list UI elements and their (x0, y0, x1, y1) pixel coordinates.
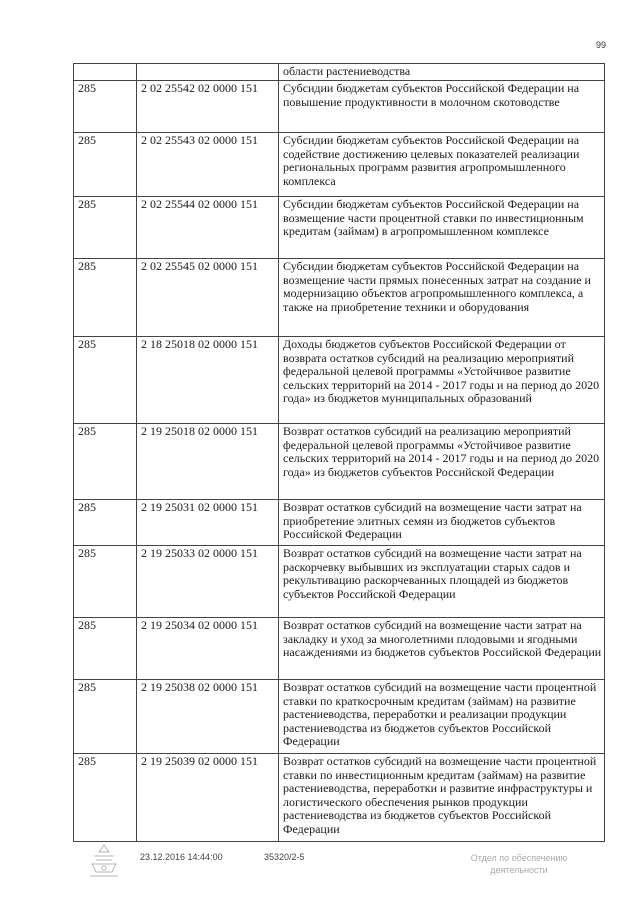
desc-cell: Субсидии бюджетам субъектов Российской Федерации на содействие достижению целевых показателей реализации региональных программ развития агропромышленного комплекса (279, 133, 605, 197)
desc-cell: Возврат остатков субсидий на возмещение части затрат на раскорчевку выбывших из эксплуатации старых садов и рекультивацию раскорчеванных площадей из бюджетов субъектов Российской Федерации (279, 546, 605, 618)
admin-cell: 285 (74, 500, 137, 546)
table-row (74, 81, 605, 133)
desc-cell: Субсидии бюджетам субъектов Российской Федерации на возмещение части прямых понесенных затрат на создание и модернизацию объектов агропромышленного комплекса, а также на приобретение техники и оборудования (279, 259, 605, 337)
code-cell: 2 02 25544 02 0000 151 (137, 197, 279, 259)
table-row (74, 754, 605, 842)
document-stamp-icon (84, 842, 124, 880)
admin-cell: 285 (74, 259, 137, 337)
table-row (74, 197, 605, 259)
footer-watermark-line: Отдел по обеспечению (470, 853, 568, 863)
admin-cell: 285 (74, 546, 137, 618)
page-number: 99 (595, 40, 606, 50)
footer-doc-code: 35320/2-5 (264, 852, 305, 862)
code-cell: 2 02 25543 02 0000 151 (137, 133, 279, 197)
desc-cell: Возврат остатков субсидий на возмещение части процентной ставки по краткосрочным кредитам (займам) на развитие растениеводства, переработки и реализации продукции растениеводства из бюджетов субъектов Российской Федерации (279, 680, 605, 754)
table-row (74, 500, 605, 546)
table-row (74, 424, 605, 500)
code-cell: 2 18 25018 02 0000 151 (137, 337, 279, 424)
code-cell: 2 19 25038 02 0000 151 (137, 680, 279, 754)
desc-cell: области растениеводства (279, 64, 605, 81)
revenue-codes-table (73, 63, 605, 842)
table-row (74, 546, 605, 618)
code-cell: 2 19 25039 02 0000 151 (137, 754, 279, 842)
table-row (74, 259, 605, 337)
table-row (74, 618, 605, 680)
desc-cell: Субсидии бюджетам субъектов Российской Федерации на повышение продуктивности в молочном скотоводстве (279, 81, 605, 133)
desc-cell: Доходы бюджетов субъектов Российской Федерации от возврата остатков субсидий на реализацию мероприятий федеральной целевой программы «Устойчивое развитие сельских территорий на 2014 - 2017 годы и на период до 2020 года» из бюджетов муниципальных образований (279, 337, 605, 424)
footer-date: 23.12.2016 14:44:00 (140, 852, 223, 862)
code-cell: 2 02 25545 02 0000 151 (137, 259, 279, 337)
code-cell: 2 02 25542 02 0000 151 (137, 81, 279, 133)
table-row (74, 337, 605, 424)
admin-cell: 285 (74, 424, 137, 500)
admin-cell: 285 (74, 337, 137, 424)
code-cell: 2 19 25033 02 0000 151 (137, 546, 279, 618)
footer-watermark (444, 852, 594, 876)
table-row (74, 680, 605, 754)
desc-cell: Субсидии бюджетам субъектов Российской Федерации на возмещение части процентной ставки по инвестиционным кредитам (займам) в агропромышленном комплексе (279, 197, 605, 259)
code-cell (137, 64, 279, 81)
admin-cell: 285 (74, 618, 137, 680)
code-cell: 2 19 25031 02 0000 151 (137, 500, 279, 546)
desc-cell: Возврат остатков субсидий на возмещение части процентной ставки по инвестиционным кредитам (займам) на развитие растениеводства, переработки и развитие инфраструктуры и логистического обеспечения рынков продукции растениеводства из бюджетов субъектов Российской Федерации (279, 754, 605, 842)
code-cell: 2 19 25018 02 0000 151 (137, 424, 279, 500)
admin-cell: 285 (74, 680, 137, 754)
desc-cell: Возврат остатков субсидий на возмещение части затрат на закладку и уход за многолетними плодовыми и ягодными насаждениями из бюджетов субъектов Российской Федерации (279, 618, 605, 680)
table-row (74, 133, 605, 197)
desc-cell: Возврат остатков субсидий на возмещение части затрат на приобретение элитных семян из бюджетов субъектов Российской Федерации (279, 500, 605, 546)
desc-cell: Возврат остатков субсидий на реализацию мероприятий федеральной целевой программы «Устойчивое развитие сельских территорий на 2014 - 2017 годы и на период до 2020 года» из бюджетов субъектов Российской Федерации (279, 424, 605, 500)
admin-cell: 285 (74, 133, 137, 197)
code-cell: 2 19 25034 02 0000 151 (137, 618, 279, 680)
admin-cell: 285 (74, 197, 137, 259)
footer-watermark-line: деятельности (490, 865, 548, 875)
admin-cell (74, 64, 137, 81)
admin-cell: 285 (74, 754, 137, 842)
admin-cell: 285 (74, 81, 137, 133)
table-row (74, 64, 605, 81)
